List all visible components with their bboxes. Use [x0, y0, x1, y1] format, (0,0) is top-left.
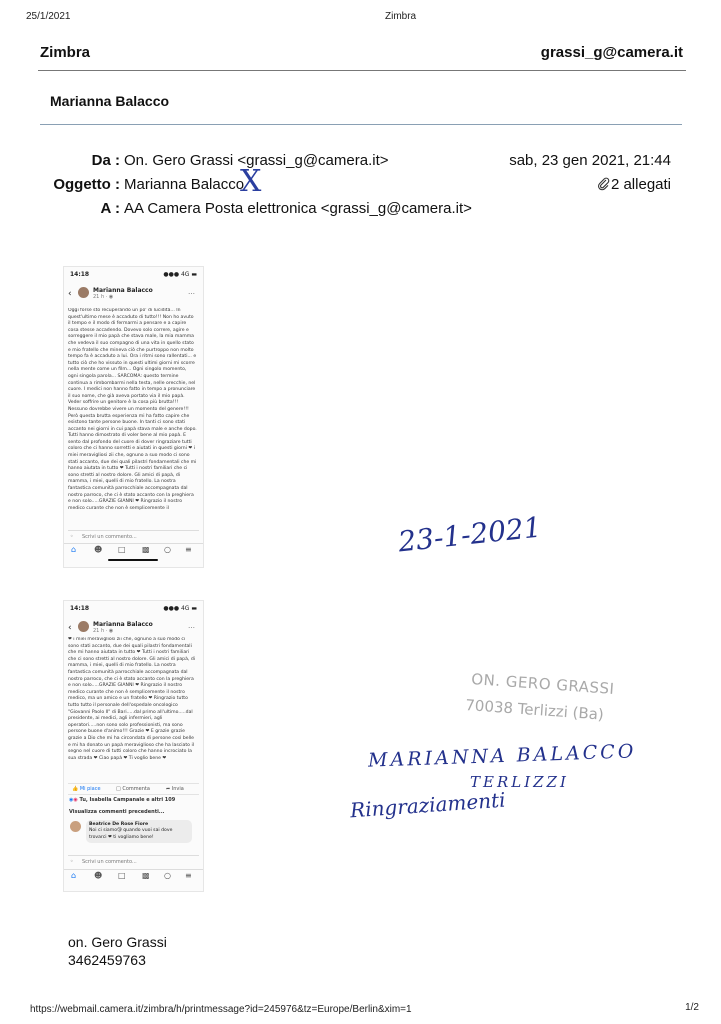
home-indicator — [108, 559, 158, 561]
handwritten-x-mark: X — [240, 164, 262, 199]
groups-icon[interactable]: ▩ — [142, 871, 150, 880]
stamp-line-1: ON. GERO GRASSI — [470, 670, 615, 698]
from-value: On. Gero Grassi <grassi_g@camera.it> — [124, 152, 389, 169]
facebook-screenshot-1[interactable] — [63, 266, 204, 568]
page-number: 1/2 — [685, 1002, 699, 1013]
more-icon: … — [188, 288, 195, 296]
stamp-line-2: 70038 Terlizzi (Ba) — [464, 696, 605, 724]
avatar — [78, 621, 89, 632]
back-arrow-icon: ‹ — [68, 289, 72, 299]
post-author: Marianna Balacco — [93, 287, 153, 294]
print-date: 25/1/2021 — [26, 11, 71, 22]
bottom-nav[interactable] — [64, 543, 203, 558]
more-icon: … — [188, 622, 195, 630]
view-previous-comments-link[interactable]: Visualizza commenti precedenti... — [69, 809, 165, 815]
comment-bar[interactable] — [68, 855, 199, 868]
handwritten-note: Ringraziamenti — [349, 787, 507, 823]
commenter-name: Beatrice De Rose Fiore — [89, 822, 149, 827]
post-text: ❤ i miei meravigliosi zii che, ognuno a suo modo ci sono stati accanto, due dei quali pilastri fondamentali che mi hanno aiutata in tutto ❤ Tutti i nostri familiari che ci sono stretti al nostro dolore. Gli amici di papà, di mamma, i miei, quelli di mio fratello. La nostra fantastica comunità parrocchiale accompagnata dal nostro parroco, che ci è stato accanto con la preghiera e non solo.....GRAZIE GIANNI ❤ Ringrazio il nostro medico curante che non è semplicemente il nostro medico, ma un amico e un fratello ❤ Ringrazio tutto tutto tutto il personale dell'ospedale oncologico "Giovanni Paolo II" di Bari.....dal primo all'ultimo.....dal presidente, ai medici, agli infermieri, agli operatori.....non sono solo professionisti, ma sono persone buone d'animo!!! Grazie ❤ E grazie grazie grazie a Dio che mi ha circondata di persone così belle e mi ha donato un papà meraviglioso che ha lasciato il segno nel cuore di tutti coloro che hanno incrociato la sua strada ❤ Ciao papà ❤ Ti voglio bene ❤ — [68, 637, 196, 761]
signature-phone: 3462459763 — [68, 952, 146, 968]
status-signal: ●●● 4G ▬ — [163, 271, 197, 278]
brand-name: Zimbra — [40, 44, 91, 61]
message-date: sab, 23 gen 2021, 21:44 — [509, 152, 671, 169]
to-label: A : — [100, 200, 120, 217]
header-divider — [38, 70, 686, 71]
bottom-nav[interactable] — [64, 869, 203, 884]
comment-input[interactable]: Scrivi un commento... — [82, 859, 137, 865]
share-button[interactable]: ➦ Invia — [166, 786, 184, 792]
message-subject-title: Marianna Balacco — [50, 93, 170, 109]
from-label: Da : — [91, 152, 120, 169]
to-value: AA Camera Posta elettronica <grassi_g@camera.it> — [124, 200, 472, 217]
status-time: 14:18 — [70, 605, 90, 612]
menu-icon[interactable]: ≡ — [185, 545, 192, 554]
post-meta: 21 h · ◉ — [93, 294, 114, 300]
signature-name: on. Gero Grassi — [68, 934, 167, 950]
comment-button[interactable]: □ Commenta — [116, 786, 150, 792]
post-meta: 21 h · ◉ — [93, 628, 114, 634]
marketplace-icon[interactable]: □ — [118, 871, 126, 880]
camera-icon: ◦ — [70, 858, 74, 865]
attachments-count: 2 allegati — [610, 176, 671, 193]
handwritten-name: MARIANNA BALACCO — [367, 740, 637, 772]
print-url: https://webmail.camera.it/zimbra/h/printmessage?id=245976&tz=Europe/Berlin&xim=1 — [30, 1004, 412, 1015]
handwritten-town: TERLIZZI — [470, 773, 569, 791]
comment-bubble — [86, 820, 192, 843]
notifications-icon[interactable]: ○ — [164, 545, 171, 554]
menu-icon[interactable]: ≡ — [185, 871, 192, 880]
reactions-summary[interactable]: ◉◉ Tu, Isabella Campanale e altri 109 — [69, 797, 176, 803]
handwritten-date: 23-1-2021 — [396, 510, 543, 559]
back-arrow-icon: ‹ — [68, 623, 72, 633]
notifications-icon[interactable]: ○ — [164, 871, 171, 880]
status-time: 14:18 — [70, 271, 90, 278]
account-email: grassi_g@camera.it — [540, 44, 683, 61]
comment-input[interactable]: Scrivi un commento... — [82, 534, 137, 540]
home-icon[interactable]: ⌂ — [71, 545, 77, 554]
post-text: Oggi forse sto recuperando un po' di lucidità... In quest'ultimo mese è accaduto di tutto!!! Non ho avuto il tempo e il modo di fermarmi a pensare e a capire cosa stesse accadendo. Dovevo solo correre, agire e sorreggere il mio papà che stava male, la mia mamma che vedeva il suo compagno di una vita in quello stato e mio fratello che mineva ciò che purtroppo non molto tempo fa è accaduto a lui. Ora i ritmi sono rallentati... e tutto ciò che ho vissuto in questi ultimi giorni mi scorre nella mente come un film... Ogni singolo momento, ogni singola parola... SARCOMA: questo termine continua a rimbombarmi nella testa, nelle orecchie, nel cuore. I medici non hanno fatto in tempo a pronunciare il suo nome, che già aveva portato via il mio papà. Veder soffrire un genitore è la cosa più brutta!!! Nessuno dovrebbe vivere un momento del genere!!! Però questa brutta esperienza mi ha fatto capire che esistono tante persone buone. In tanti ci sono stati accanto nei giorni in cui papà stava male e anche dopo. Tutti hanno dimostrato di voler bene al mio papà. E sento dal profondo del cuore di dover ringraziare tutti coloro che ci hanno sorretti e aiutati in questi giorni ❤ i miei meravigliosi zii che, ognuno a suo modo ci sono stati accanto, due dei quali pilastri fondamentali che mi hanno aiutata in tutto ❤ Tutti i nostri familiari che ci sono stretti al nostro dolore. Gli amici di papà, di mamma, i miei, quelli di mio fratello. La nostra fantastica comunità parrocchiale accompagnata dal nostro parroco, che ci è stato accanto con la preghiera e non solo.....GRAZIE GIANNI ❤ Ringrazio il nostro medico curante che non è semplicemente il — [68, 308, 197, 511]
friends-icon[interactable]: ☻ — [94, 545, 103, 554]
reaction-icons: ◉ — [69, 797, 74, 803]
commenter-avatar — [70, 821, 81, 832]
home-icon[interactable]: ⌂ — [71, 871, 77, 880]
comment-text: Noi ci siamo😘 quando vuoi sai dove trovarci ❤ ti vogliamo bene! — [89, 828, 173, 840]
subject-value: Marianna Balacco — [124, 176, 245, 193]
friends-icon[interactable]: ☻ — [94, 871, 103, 880]
camera-icon: ◦ — [70, 533, 74, 540]
groups-icon[interactable]: ▩ — [142, 545, 150, 554]
facebook-screenshot-2[interactable] — [63, 600, 204, 892]
paperclip-icon — [597, 177, 611, 195]
subject-label: Oggetto : — [53, 176, 120, 193]
print-app-title: Zimbra — [385, 11, 417, 22]
post-author: Marianna Balacco — [93, 621, 153, 628]
attachments-info[interactable] — [597, 176, 671, 195]
marketplace-icon[interactable]: □ — [118, 545, 126, 554]
avatar — [78, 287, 89, 298]
comment-bar[interactable] — [68, 530, 199, 543]
like-button[interactable]: 👍 Mi piace — [72, 786, 101, 792]
status-signal: ●●● 4G ▬ — [163, 605, 197, 612]
post-actions — [68, 783, 199, 795]
subject-divider — [40, 124, 682, 125]
